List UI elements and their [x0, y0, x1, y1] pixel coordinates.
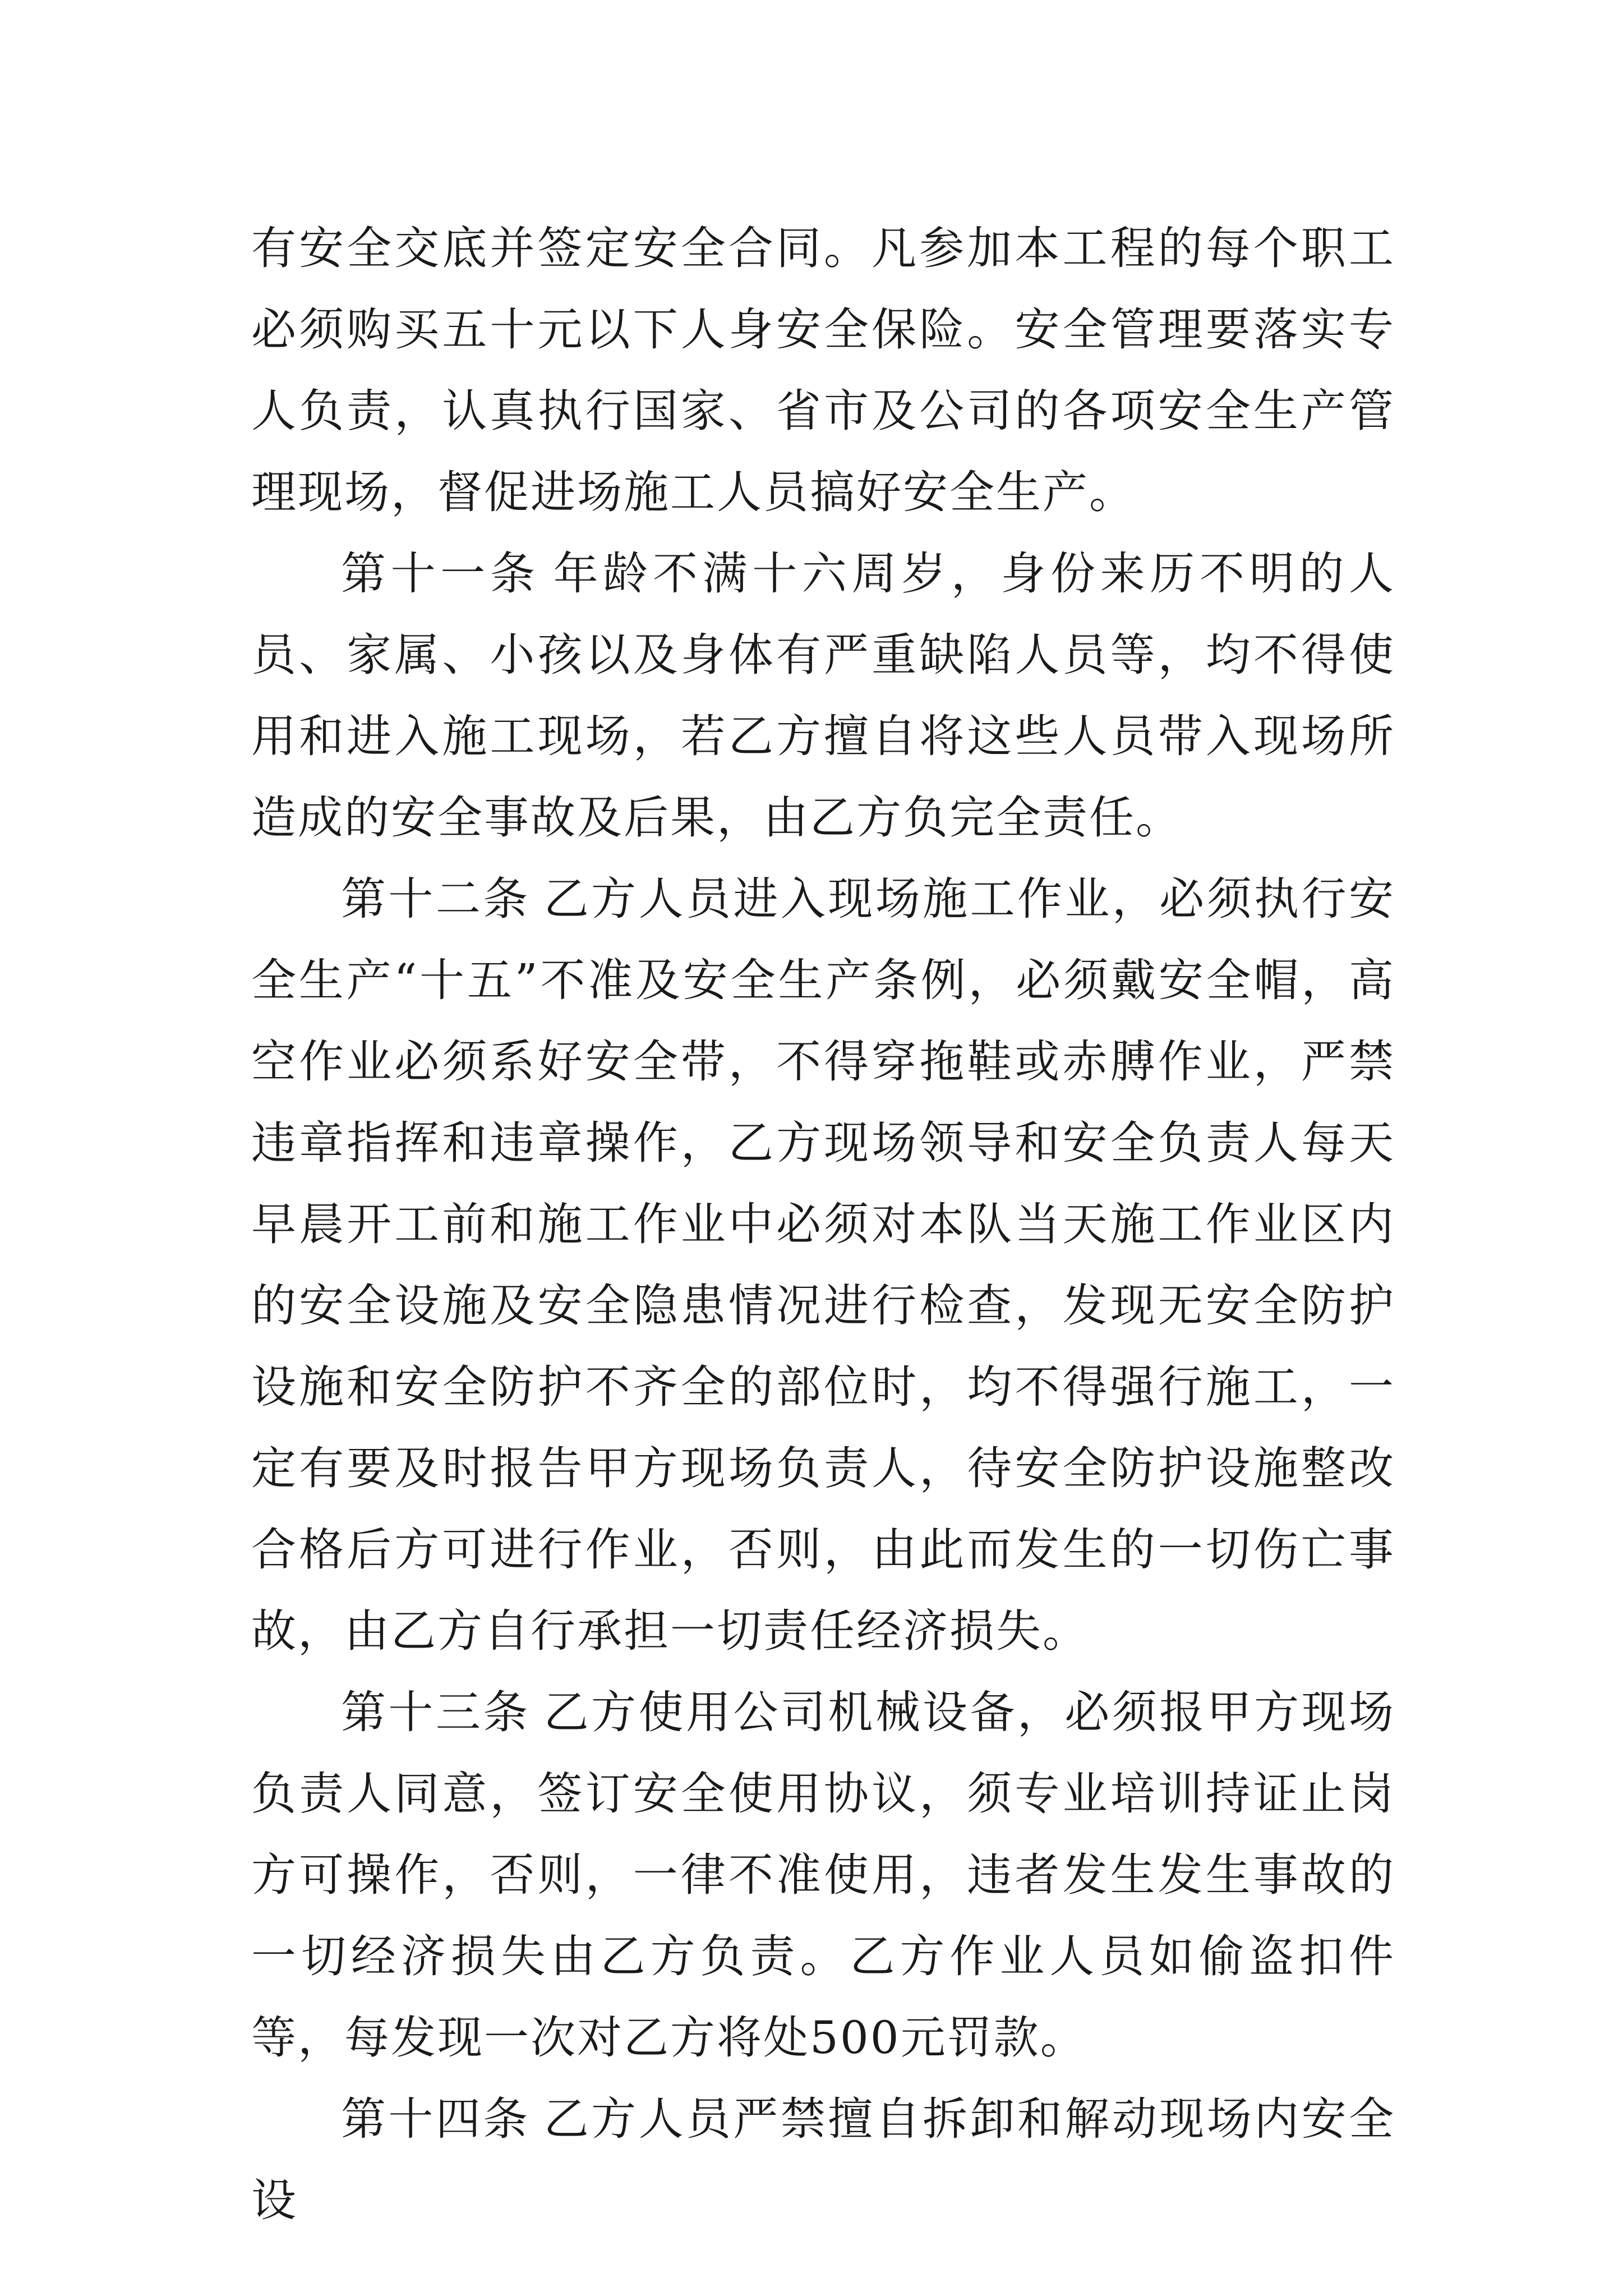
paragraph-text: 乙方人员严禁擅自拆卸和解动现场内安全设 [251, 2093, 1396, 2226]
article-number: 第十三条 [341, 1686, 531, 1738]
paragraph-article-12 [251, 858, 1395, 1672]
article-number: 第十一条 [341, 547, 540, 600]
paragraph-text: 年龄不满十六周岁，身份来历不明的人员、家属、小孩以及身体有严重缺陷人员等，均不得使用和进入施工现场，若乙方擅自将这些人员带入现场所造成的安全事故及后果，由乙方负完全责任。 [251, 547, 1396, 844]
paragraph-text: 乙方使用公司机械设备，必须报甲方现场负责人同意，签订安全使用协议，须专业培训持证止岗方可操作，否则，一律不准使用，违者发生发生事故的一切经济损失由乙方负责。乙方作业人员如偷盗扣件等，每发现一次对乙方将处500元罚款。 [251, 1686, 1396, 2064]
article-number: 第十二条 [341, 873, 531, 925]
paragraph-article-14 [251, 2078, 1395, 2241]
paragraph-text: 有安全交底并签定安全合同。凡参加本工程的每个职工必须购买五十元以下人身安全保险。安全管理要落实专人负责，认真执行国家、省市及公司的各项安全生产管理现场，督促进场施工人员搞好安全生产。 [251, 222, 1395, 518]
paragraph-text: 乙方人员进入现场施工作业，必须执行安全生产“十五”不准及安全生产条例，必须戴安全帽，高空作业必须系好安全带，不得穿拖鞋或赤膊作业，严禁违章指挥和违章操作，乙方现场领导和安全负责人每天早晨开工前和施工作业中必须对本队当天施工作业区内的安全设施及安全隐患情况进行检查，发现无安全防护设施和安全防护不齐全的部位时，均不得强行施工，一定有要及时报告甲方现场负责人，待安全防护设施整改合格后方可进行作业，否则，由此而发生的一切伤亡事故，由乙方自行承担一切责任经济损失。 [251, 873, 1396, 1657]
paragraph-article-13 [251, 1672, 1395, 2078]
document-body [251, 208, 1395, 2241]
article-number: 第十四条 [341, 2093, 531, 2145]
paragraph-article-11 [251, 533, 1395, 858]
paragraph-safety-briefing [251, 208, 1395, 533]
